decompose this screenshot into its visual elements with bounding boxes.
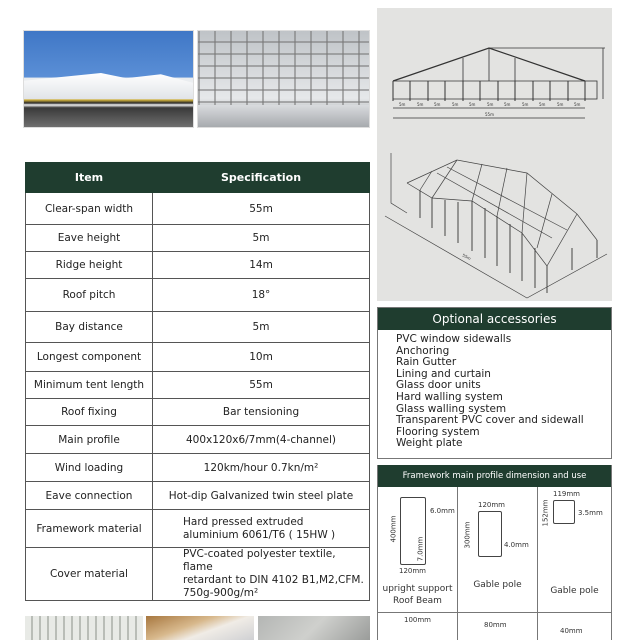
dim-thick2: 7.0mm	[416, 536, 425, 562]
profiles-title: Framework main profile dimension and use	[378, 465, 611, 487]
svg-text:5m: 5m	[557, 102, 564, 107]
profile-caption	[378, 583, 457, 607]
svg-text:5m: 5m	[452, 102, 459, 107]
dim-width: 120mm	[478, 501, 505, 509]
list-item: Lining and curtain	[396, 367, 491, 380]
row-item: Ridge height	[26, 252, 153, 279]
specification-table	[25, 162, 370, 601]
dim-width: 40mm	[560, 627, 583, 635]
row-spec: 5m	[153, 312, 370, 343]
row-item: Roof pitch	[26, 279, 153, 312]
table-row	[26, 548, 370, 601]
steel-rods-photo	[258, 616, 370, 640]
list-item: Glass walling system	[396, 402, 507, 415]
svg-text:5m: 5m	[487, 102, 494, 107]
row-item: Framework material	[26, 510, 153, 548]
tent-interior-photo	[197, 30, 370, 128]
row-spec: 120km/hour 0.7kn/m²	[153, 454, 370, 482]
table-header-row	[26, 163, 370, 193]
profile-cell-row2-2	[458, 613, 538, 640]
row-item: Cover material	[26, 548, 153, 601]
spec-line: PVC-coated polyester textile, flame	[183, 548, 336, 573]
row-spec	[153, 510, 370, 548]
svg-text:55m: 55m	[485, 112, 494, 117]
row-spec: 55m	[153, 193, 370, 225]
table-row	[26, 454, 370, 482]
table-row	[26, 343, 370, 372]
list-item: Flooring system	[396, 425, 480, 438]
profile-caption: Gable pole	[550, 586, 599, 596]
row-spec: 18°	[153, 279, 370, 312]
profile-152-shape	[553, 500, 575, 524]
spec-line: aluminium 6061/T6 ( 15HW )	[183, 528, 336, 541]
row-spec: 5m	[153, 225, 370, 252]
table-row	[26, 193, 370, 225]
svg-text:5m: 5m	[417, 102, 424, 107]
table-row	[26, 252, 370, 279]
spec-line: 750g-900g/m²	[183, 587, 259, 599]
row-item: Eave connection	[26, 482, 153, 510]
technical-drawing-panel	[377, 8, 612, 301]
dim-thick1: 3.5mm	[578, 509, 603, 517]
row-item: Roof fixing	[26, 399, 153, 426]
row-item: Eave height	[26, 225, 153, 252]
elevation-drawing	[393, 48, 605, 118]
svg-text:5m: 5m	[539, 102, 546, 107]
spec-line: Hard pressed extruded	[183, 515, 304, 528]
dim-width: 80mm	[484, 621, 507, 629]
tent-structure-shape	[24, 73, 194, 99]
svg-text:5m: 5m	[434, 102, 441, 107]
row-item: Bay distance	[26, 312, 153, 343]
svg-text:5m: 5m	[469, 102, 476, 107]
dim-width: 100mm	[404, 616, 431, 624]
table-row	[26, 426, 370, 454]
dim-height: 400mm	[389, 515, 398, 543]
profile-cell-gable-300	[458, 487, 538, 613]
caption-line: upright support	[382, 584, 453, 594]
row-spec: 10m	[153, 343, 370, 372]
row-spec: Hot-dip Galvanized twin steel plate	[153, 482, 370, 510]
profile-cell-gable-152	[538, 487, 612, 613]
list-item: Hard walling system	[396, 390, 503, 403]
profile-caption: Gable pole	[473, 580, 522, 590]
framework-profile-panel	[377, 465, 612, 640]
row-spec	[153, 548, 370, 601]
row-spec: 14m	[153, 252, 370, 279]
list-item: Anchoring	[396, 344, 450, 357]
header-specification: Specification	[153, 163, 370, 193]
accessories-list	[378, 330, 611, 450]
profile-cell-row2-1	[378, 613, 458, 640]
svg-text:5m: 5m	[399, 102, 406, 107]
svg-text:55m: 55m	[461, 252, 472, 262]
row-spec: 55m	[153, 372, 370, 399]
list-item: PVC window sidewalls	[396, 333, 512, 345]
tent-exterior-photo	[23, 30, 194, 128]
dim-width: 119mm	[553, 490, 580, 498]
row-item: Main profile	[26, 426, 153, 454]
row-spec: Bar tensioning	[153, 399, 370, 426]
table-row	[26, 312, 370, 343]
svg-text:5m: 5m	[522, 102, 529, 107]
row-spec: 400x120x6/7mm(4-channel)	[153, 426, 370, 454]
optional-accessories-panel	[377, 307, 612, 459]
dim-height: 152mm	[541, 499, 550, 527]
tent-floor-shape	[198, 105, 369, 127]
table-row	[26, 279, 370, 312]
list-item: Weight plate	[396, 437, 463, 450]
list-item: Transparent PVC cover and sidewall	[396, 414, 584, 427]
dim-width: 120mm	[399, 567, 426, 575]
dim-thick1: 6.0mm	[430, 507, 455, 515]
table-row	[26, 399, 370, 426]
svg-text:5m: 5m	[574, 102, 581, 107]
dim-height: 300mm	[463, 521, 472, 549]
railing-photo	[25, 616, 143, 640]
row-item: Clear-span width	[26, 193, 153, 225]
table-row	[26, 510, 370, 548]
table-row	[26, 225, 370, 252]
row-item: Longest component	[26, 343, 153, 372]
spec-line: retardant to DIN 4102 B1,M2,CFM.	[183, 574, 364, 586]
table-row	[26, 372, 370, 399]
profile-cell-upright	[378, 487, 458, 613]
elevation-and-isometric-drawing	[377, 8, 612, 301]
row-item: Wind loading	[26, 454, 153, 482]
table-row	[26, 482, 370, 510]
svg-text:5m: 5m	[504, 102, 511, 107]
isometric-frame-drawing	[385, 153, 607, 298]
accessories-title: Optional accessories	[378, 308, 611, 330]
list-item: Rain Gutter	[396, 356, 457, 369]
list-item: Glass door units	[396, 379, 481, 392]
profile-300-shape	[478, 511, 502, 557]
caption-line: Roof Beam	[393, 596, 442, 606]
fabric-photo	[146, 616, 254, 640]
header-item: Item	[26, 163, 153, 193]
profile-cell-row2-3	[538, 613, 612, 640]
dim-thick1: 4.0mm	[504, 541, 529, 549]
row-item: Minimum tent length	[26, 372, 153, 399]
